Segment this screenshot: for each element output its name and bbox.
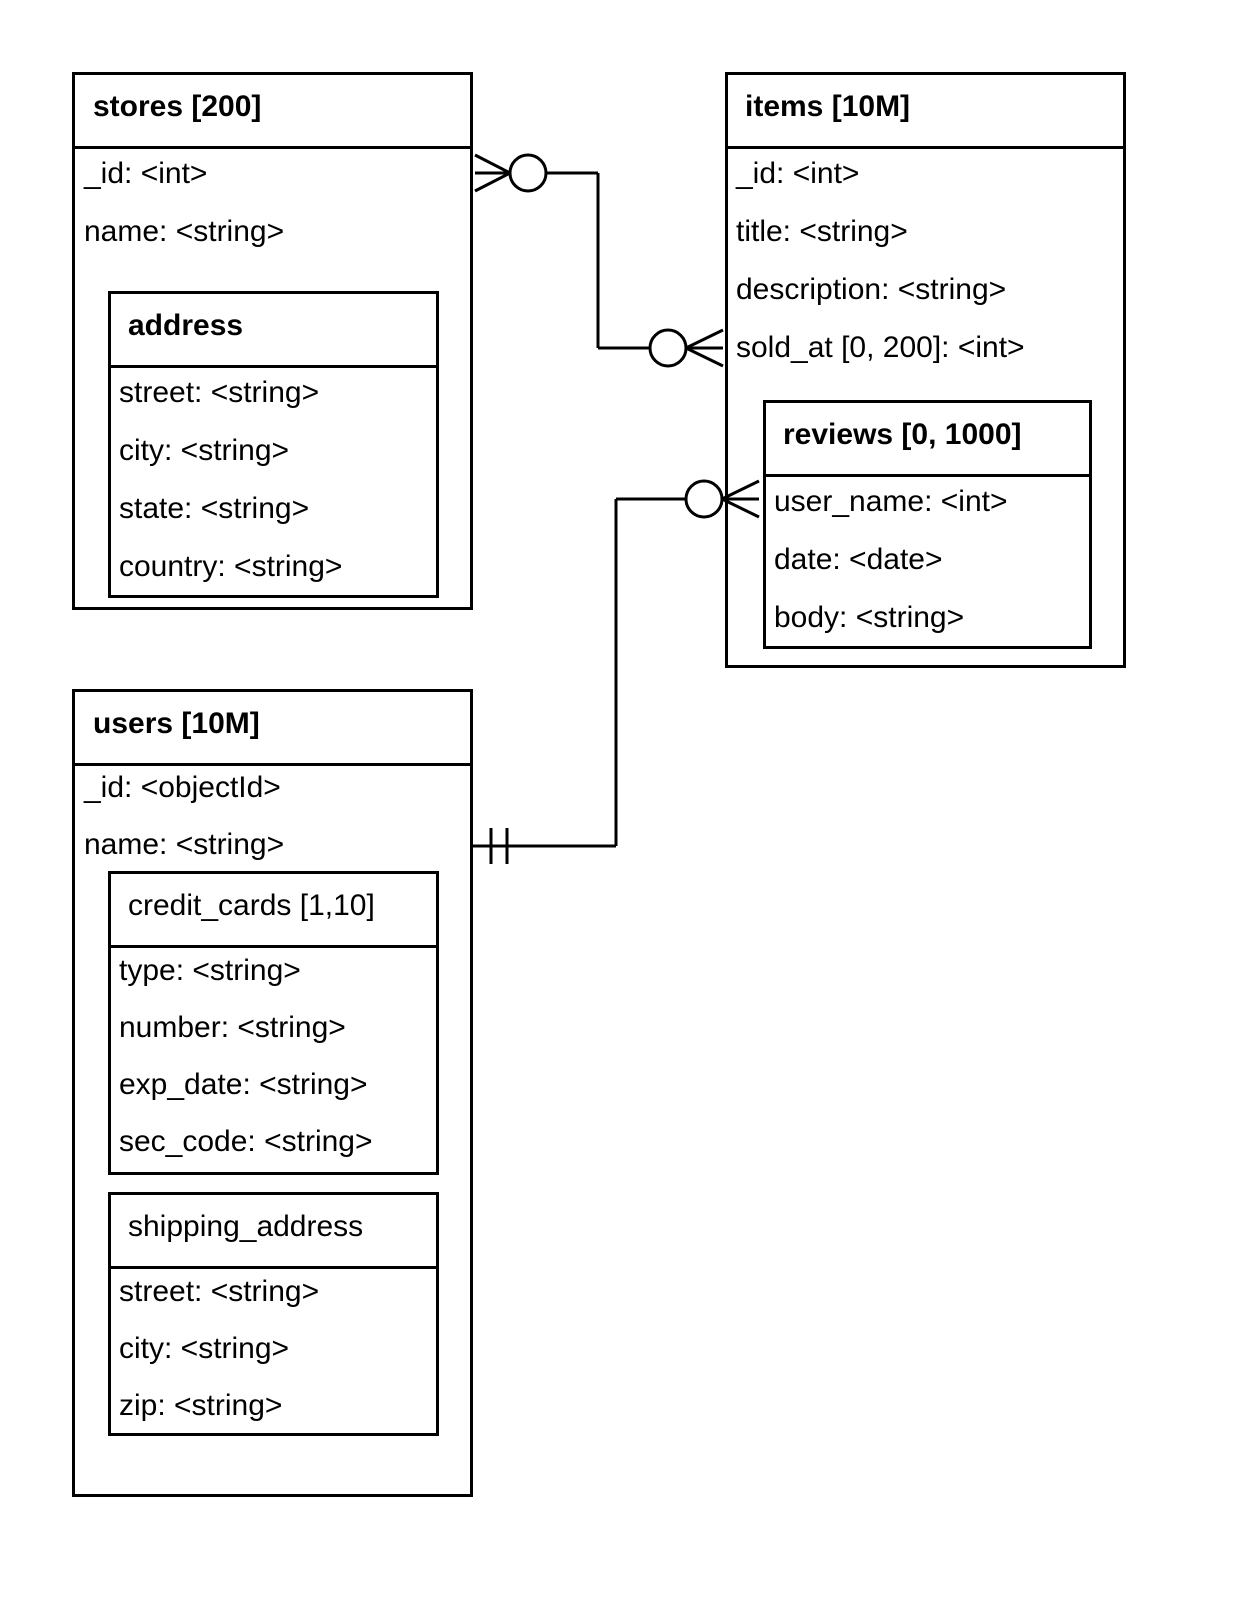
users-field: _id: <objectId> [84, 771, 281, 804]
stores-field: _id: <int> [84, 157, 208, 190]
stores-title: stores [200] [93, 90, 262, 123]
credit-cards-title: credit_cards [1,10] [128, 889, 375, 922]
shipping-address-field: city: <string> [119, 1332, 290, 1365]
users-title: users [10M] [93, 707, 260, 740]
users-header [75, 692, 470, 766]
reviews-field: date: <date> [774, 543, 943, 576]
address-title: address [128, 309, 244, 342]
shipping-address-header [111, 1195, 436, 1269]
zero-circle-icon [650, 330, 686, 366]
address-entity [108, 291, 439, 598]
users-field: name: <string> [84, 828, 285, 861]
shipping-address-entity [108, 1192, 439, 1436]
shipping-address-title: shipping_address [128, 1210, 364, 1243]
zero-circle-icon [510, 155, 546, 191]
crows-foot-icon [686, 330, 723, 366]
shipping-address-field: zip: <string> [119, 1389, 283, 1422]
address-field: country: <string> [119, 550, 343, 583]
users-entity [72, 689, 473, 1497]
credit-cards-header [111, 874, 436, 948]
credit-cards-field: sec_code: <string> [119, 1125, 373, 1158]
credit-cards-field: number: <string> [119, 1011, 346, 1044]
reviews-entity [763, 400, 1092, 649]
stores-items-relationship-line [546, 173, 650, 348]
address-header [111, 294, 436, 368]
reviews-field: user_name: <int> [774, 485, 1008, 518]
reviews-title: reviews [0, 1000] [783, 418, 1022, 451]
zero-circle-icon [686, 481, 722, 517]
items-entity [725, 72, 1126, 668]
stores-header [75, 75, 470, 149]
items-field: sold_at [0, 200]: <int> [736, 331, 1025, 364]
stores-field: name: <string> [84, 215, 285, 248]
credit-cards-entity [108, 871, 439, 1175]
shipping-address-field: street: <string> [119, 1275, 320, 1308]
items-title: items [10M] [745, 90, 911, 123]
credit-cards-field: type: <string> [119, 954, 301, 987]
items-field: _id: <int> [736, 157, 860, 190]
address-field: state: <string> [119, 492, 310, 525]
address-field: city: <string> [119, 434, 290, 467]
credit-cards-field: exp_date: <string> [119, 1068, 368, 1101]
users-reviews-relationship-line [473, 499, 686, 846]
items-field: title: <string> [736, 215, 908, 248]
items-field: description: <string> [736, 273, 1007, 306]
reviews-field: body: <string> [774, 601, 965, 634]
stores-entity [72, 72, 473, 610]
reviews-header [766, 403, 1089, 477]
address-field: street: <string> [119, 376, 320, 409]
crows-foot-icon [475, 155, 510, 191]
items-header [728, 75, 1123, 149]
one-and-only-one-icon [491, 828, 507, 864]
